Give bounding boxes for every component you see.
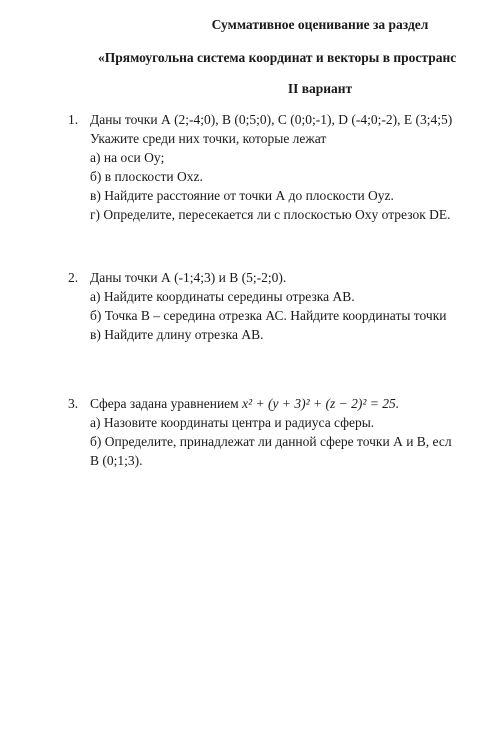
variant-label: II вариант [287, 81, 353, 96]
question-number: 1. [68, 112, 79, 127]
question-line: б) Определите, принадлежат ли данной сфере точки А и В, есл [90, 434, 452, 449]
page-title: Суммативное оценивание за раздел [211, 17, 429, 32]
question-line: в) Найдите расстояние от точки А до плоскости Oyz. [90, 188, 394, 203]
question-line-intro [90, 394, 452, 413]
sphere-equation: x² + (y + 3)² + (z − 2)² = 25. [242, 396, 400, 411]
question-line: б) Точка В – середина отрезка АС. Найдите координаты точки [90, 308, 447, 323]
question-2 [68, 268, 446, 344]
question-1 [68, 110, 452, 224]
question-line: В (0;1;3). [90, 453, 143, 468]
question-line: а) Назовите координаты центра и радиуса сферы. [90, 415, 375, 430]
question-line: Укажите среди них точки, которые лежат [90, 131, 327, 146]
question-line: Даны точки А (2;-4;0), В (0;5;0), С (0;0;-1), D (-4;0;-2), Е (3;4;5) [90, 112, 453, 127]
question-3 [68, 394, 452, 470]
question-line: в) Найдите длину отрезка АВ. [90, 327, 264, 342]
question-line: Даны точки А (-1;4;3) и В (5;-2;0). [90, 270, 287, 285]
question-line: а) на оси Oy; [90, 150, 165, 165]
question-line: а) Найдите координаты середины отрезка АВ. [90, 289, 355, 304]
question-intro: Сфера задана уравнением [90, 396, 239, 411]
question-number: 3. [68, 396, 79, 411]
question-number: 2. [68, 270, 79, 285]
question-line: г) Определите, пересекается ли с плоскостью Oxy отрезок DE. [90, 207, 451, 222]
section-title: «Прямоугольна система координат и векторы в пространс [98, 50, 457, 65]
question-line: б) в плоскости Oxz. [90, 169, 203, 184]
